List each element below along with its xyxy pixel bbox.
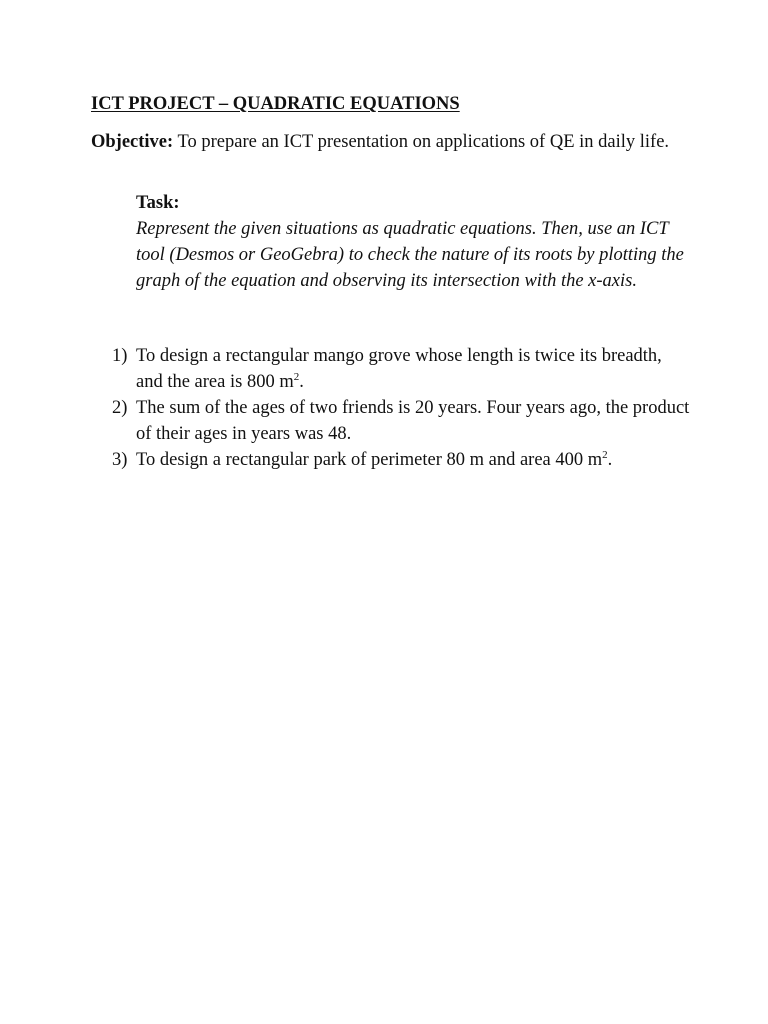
list-item-superscript: 2 [293, 371, 300, 383]
task-body: Represent the given situations as quadratic equations. Then, use an ICT tool (Desmos or GeoGebra) to check the nature of its roots by plotting the graph of the equation and observing its intersection with the x-axis. [136, 219, 684, 291]
list-item [91, 395, 691, 447]
objective-text: To prepare an ICT presentation on applications of QE in daily life. [173, 132, 670, 152]
list-item-text: To design a rectangular park of perimeter 80 m and area 400 m [136, 450, 603, 470]
objective-paragraph [91, 129, 671, 155]
task-block [136, 190, 696, 294]
list-item [91, 447, 691, 473]
list-item [91, 343, 691, 395]
list-item-number: 3) [112, 450, 128, 470]
list-item-tail: . [607, 450, 613, 470]
list-item-text: The sum of the ages of two friends is 20 years. Four years ago, the product of their ages in years was 48. [136, 398, 690, 444]
list-item-text: To design a rectangular mango grove whose length is twice its breadth, and the area is 800 m [136, 346, 662, 392]
list-item-tail: . [299, 372, 304, 392]
page-title: ICT PROJECT – QUADRATIC EQUATIONS [91, 94, 460, 114]
situations-list [91, 343, 691, 473]
task-heading: Task: [136, 193, 180, 213]
objective-label: Objective: [91, 132, 174, 152]
list-item-superscript: 2 [602, 449, 608, 461]
list-item-number: 1) [112, 346, 128, 366]
list-item-number: 2) [112, 398, 128, 418]
